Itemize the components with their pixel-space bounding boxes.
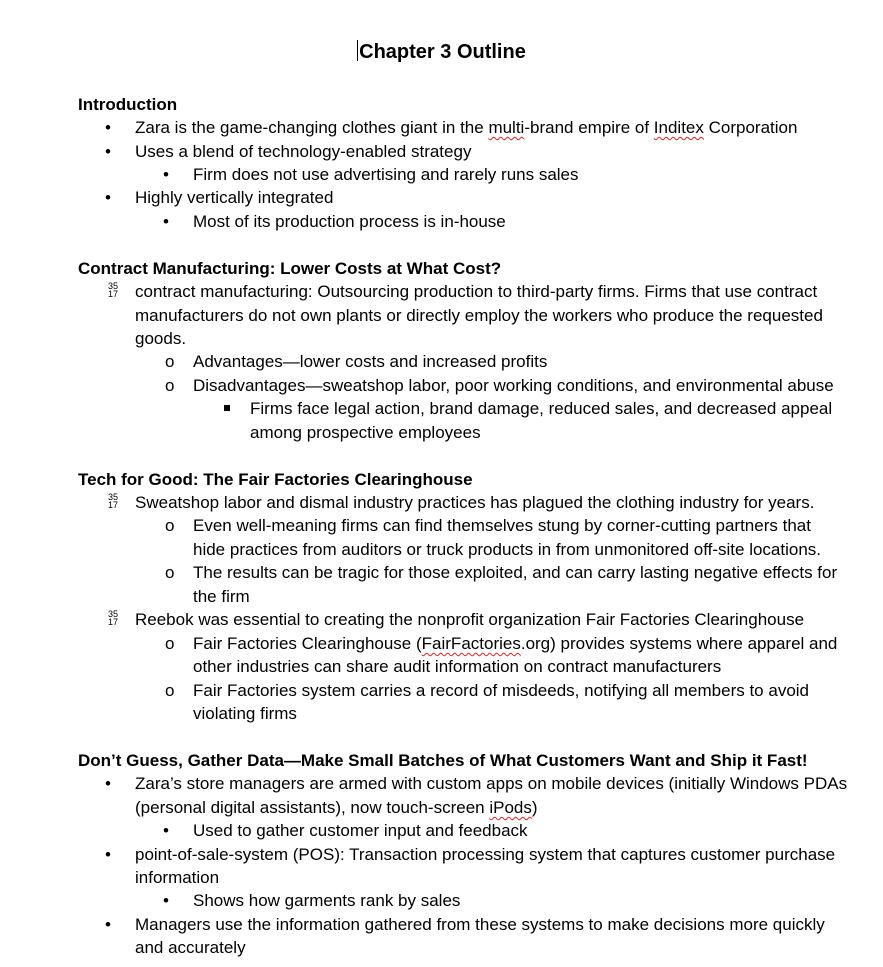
bullet-marker: • [105,188,111,207]
section-heading-contract-manufacturing: Contract Manufacturing: Lower Costs at What Cost? [78,259,502,278]
list-subsubitem: Firms face legal action, brand damage, reduced sales, and decreased appeal [250,399,833,418]
list-subitem: Even well-meaning firms can find themselves stung by corner-cutting partners that [193,516,811,535]
list-subsubitem-continuation: among prospective employees [250,423,481,442]
list-item: point-of-sale-system (POS): Transaction processing system that captures customer purchase [135,845,836,864]
o-marker: o [165,352,175,371]
list-subitem: Most of its production process is in-house [193,212,506,231]
o-marker: o [165,681,175,700]
list-subitem: Fair Factories Clearinghouse (FairFactories.org) provides systems where apparel and [193,634,838,653]
bullet-marker: • [105,915,111,934]
o-marker: o [165,516,175,535]
bullet-marker: • [105,845,111,864]
spellcheck-word[interactable]: iPods [489,798,532,817]
o-marker: o [165,376,175,395]
list-item: Sweatshop labor and dismal industry practices has plagued the clothing industry for years. [135,493,815,512]
list-subitem: Disadvantages—sweatshop labor, poor working conditions, and environmental abuse [193,376,834,395]
list-item: Managers use the information gathered from these systems to make decisions more quickly [135,915,825,934]
list-item-continuation: manufacturers do not own plants or directly employ the workers who produce the requested [135,306,823,325]
bullet-marker: • [105,774,111,793]
list-subitem: Advantages—lower costs and increased profits [193,352,548,371]
list-item: contract manufacturing: Outsourcing production to third-party firms. Firms that use contract [135,282,818,301]
bullet-marker: • [163,891,169,910]
text-cursor [357,40,358,61]
list-item-continuation: (personal digital assistants), now touch-screen iPods) [135,798,538,817]
list-subitem: Used to gather customer input and feedback [193,821,528,840]
list-subitem: Shows how garments rank by sales [193,891,461,910]
o-marker: o [165,634,175,653]
title-text: Chapter 3 Outline [359,41,526,63]
page-title [0,40,883,64]
list-subitem-continuation: other industries can share audit information on contract manufacturers [193,657,722,676]
list-item-continuation: goods. [135,329,187,348]
list-item-continuation: and accurately [135,938,246,957]
list-item: Zara’s store managers are armed with custom apps on mobile devices (initially Windows PDAs [135,774,848,793]
section-heading-gather-data: Don’t Guess, Gather Data—Make Small Batches of What Customers Want and Ship it Fast! [78,751,808,770]
list-item: Uses a blend of technology-enabled strategy [135,142,472,161]
list-subitem: Firm does not use advertising and rarely runs sales [193,165,579,184]
list-item: Reebok was essential to creating the nonprofit organization Fair Factories Clearinghouse [135,610,805,629]
bullet-marker: • [163,212,169,231]
numbering-glyph: 35 17 [107,609,118,627]
list-subitem: The results can be tragic for those exploited, and can carry lasting negative effects for [193,563,838,582]
list-subitem-continuation: violating firms [193,704,297,723]
list-subitem-continuation: the firm [193,587,250,606]
numbering-glyph: 35 17 [107,281,118,299]
bullet-marker: • [105,118,111,137]
square-bullet-icon [224,405,230,411]
o-marker: o [165,563,175,582]
list-item: Highly vertically integrated [135,188,334,207]
spellcheck-word[interactable]: Inditex [653,118,704,137]
section-heading-introduction: Introduction [78,95,178,114]
section-heading-tech-for-good: Tech for Good: The Fair Factories Clearinghouse [78,470,473,489]
spellcheck-word[interactable]: FairFactories [421,634,521,653]
list-item-continuation: information [135,868,220,887]
list-item: Zara is the game-changing clothes giant in the multi-brand empire of Inditex Corporation [135,118,798,137]
spellcheck-word[interactable]: multi [488,118,525,137]
numbering-glyph: 35 17 [107,492,118,510]
list-subitem: Fair Factories system carries a record of misdeeds, notifying all members to avoid [193,681,810,700]
bullet-marker: • [163,821,169,840]
list-subitem-continuation: hide practices from auditors or truck products in from unmonitored off-site locations. [193,540,822,559]
bullet-marker: • [105,142,111,161]
bullet-marker: • [163,165,169,184]
